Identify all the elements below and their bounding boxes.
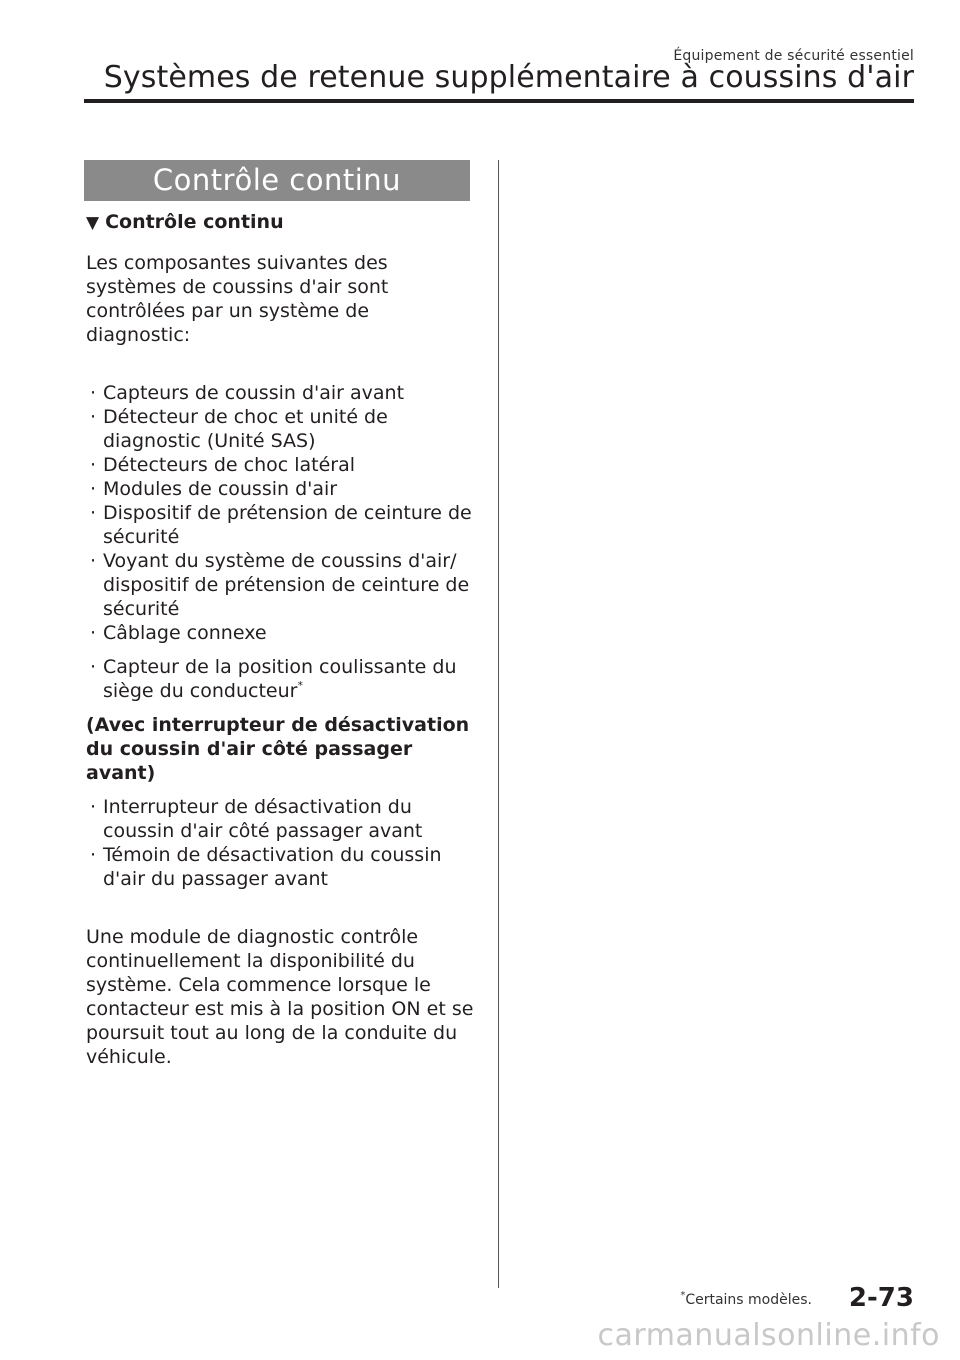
header-subtitle: Équipement de sécurité essentiel (673, 48, 914, 64)
list-item: · Témoin de désactivation du coussin d'air du passager avant (86, 843, 478, 891)
list-item (86, 655, 478, 703)
header-title: Systèmes de retenue supplémentaire à coussins d'air (103, 60, 914, 95)
footnote (680, 1292, 812, 1308)
footnote-text: Certains modèles. (685, 1292, 812, 1308)
list-item: · Modules de coussin d'air (86, 477, 478, 501)
list-item: · Interrupteur de désactivation du coussin d'air côté passager avant (86, 795, 478, 843)
content-column (86, 210, 478, 1069)
section-banner: Contrôle continu (84, 160, 470, 201)
column-divider (498, 160, 499, 1288)
optional-component-list (86, 655, 478, 703)
triangle-down-icon: ▼ (86, 213, 100, 233)
conditional-note: (Avec interrupteur de désactivation du coussin d'air côté passager avant) (86, 714, 470, 784)
component-list (86, 381, 478, 645)
list-item: · Détecteur de choc et unité de diagnostic (Unité SAS) (86, 405, 478, 453)
closing-paragraph: Une module de diagnostic contrôle continuellement la disponibilité du système. Cela commence lorsque le contacteur est mis à la position ON et se poursuit tout au long de la conduite du véhicule. (86, 926, 474, 1068)
list-item: · Câblage connexe (86, 621, 478, 645)
watermark: carmanualsonline.info (597, 1318, 940, 1353)
list-item: · Dispositif de prétension de ceinture de sécurité (86, 501, 478, 549)
page-number: 2-73 (848, 1283, 914, 1313)
footnote-asterisk: * (680, 1290, 686, 1301)
list-item: · Capteurs de coussin d'air avant (86, 381, 478, 405)
intro-paragraph: Les composantes suivantes des systèmes de coussins d'air sont contrôlées par un système de diagnostic: (86, 252, 389, 346)
subheading (86, 210, 478, 235)
list-item: · Détecteurs de choc latéral (86, 453, 478, 477)
subheading-text: Contrôle continu (105, 211, 284, 233)
passenger-switch-list (86, 795, 478, 891)
header-rule (84, 99, 914, 103)
list-item-text: Capteur de la position coulissante du siège du conducteur (103, 656, 457, 702)
asterisk-mark: * (297, 679, 303, 692)
list-item: · Voyant du système de coussins d'air/ dispositif de prétension de ceinture de sécurité (86, 549, 478, 621)
